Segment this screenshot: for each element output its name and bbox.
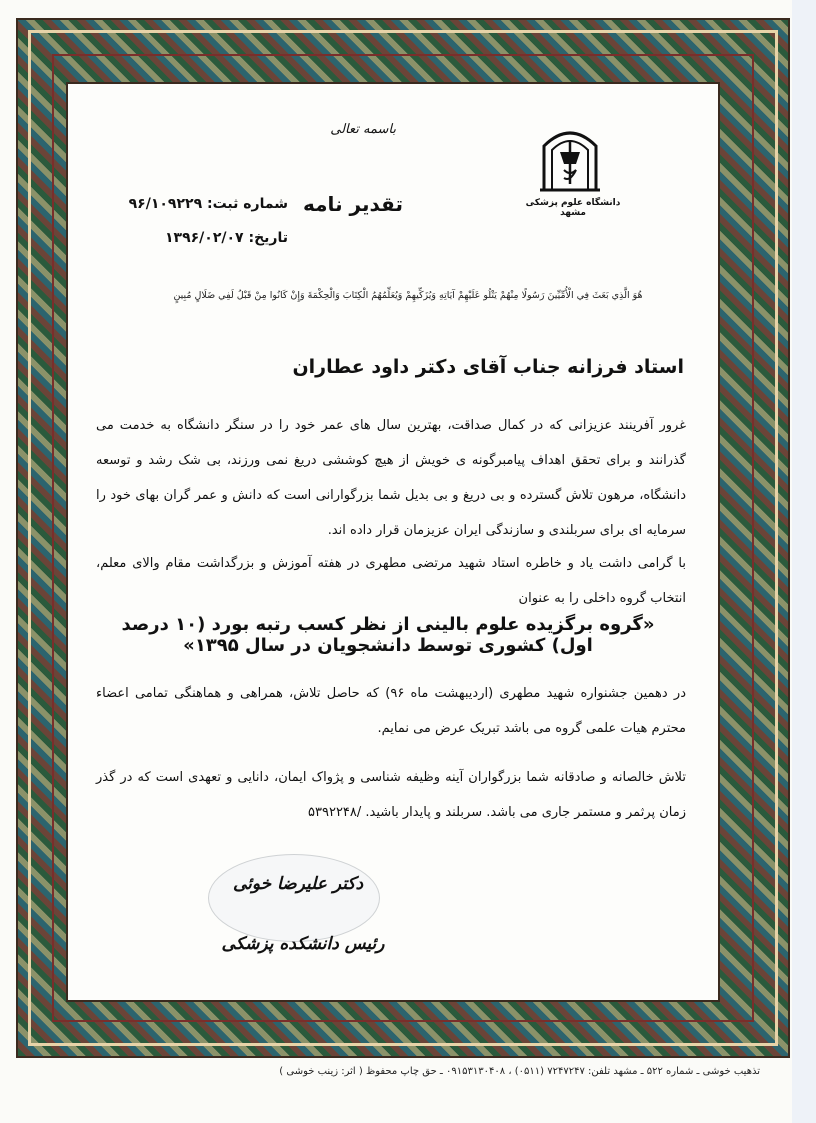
signatory-name: دکتر علیرضا خوئی — [232, 874, 364, 894]
university-name: دانشگاه علوم پزشکی مشهد — [525, 198, 621, 218]
print-footer: تذهیب خوشی ـ شماره ۵۲۲ ـ مشهد تلفن: ۷۲۴۷۲۴۷ (۰۵۱۱) ، ۰۹۱۵۳۱۳۰۴۰۸ ـ حق چاپ محفوظ ( اثر: زینب خوشی ) — [279, 1066, 760, 1077]
certificate-body — [66, 82, 720, 1002]
paragraph-2: با گرامی داشت یاد و خاطره استاد شهید مرتضی مطهری در هفته آموزش و بزرگداشت مقام والای معلم، انتخاب گروه داخلی را به عنوان — [96, 556, 686, 606]
university-logo-icon — [538, 124, 602, 194]
award-group-title: «گروه برگزیده علوم بالینی از نظر کسب رتبه بورد (۱۰ درصد اول) کشوری توسط دانشجویان در سال ۱۳۹۵» — [121, 614, 655, 656]
bismillah: باسمه تعالی — [330, 122, 396, 137]
paragraph-1: غرور آفرینند عزیزانی که در کمال صداقت، بهترین سال های عمر خود را در سنگر دانشگاه به خدمت می گذرانند و برای تحقق اهداف پیامبرگونه ی خویش از هیچ کوششی دریغ نمی ورزند، بی شک رشد و توسعه دانشگاه، مرهون تلاش گسترده و بی دریغ و بی بدیل شما بزرگوارانی است که دانش و عمر گران بهای خود را سرمایه ای برای سربلندی و سازندگی ایران عزیزمان قرار داده اند. — [96, 418, 686, 538]
paragraph-3: در دهمین جشنواره شهید مطهری (اردیبهشت ماه ۹۶) که حاصل تلاش، همراهی و هماهنگی تمامی اعضاء محترم هیات علمی گروه می باشد تبریک عرض می نمایم. — [96, 686, 686, 736]
certificate-title: تقدیر نامه — [303, 192, 403, 216]
paragraph-4: تلاش خالصانه و صادقانه شما بزرگواران آینه وظیفه شناسی و پژواک ایمان، دانایی و تعهدی است که در گذر زمان پرثمر و مستمر جاری می باشد. سربلند و پایدار باشید. /۵۳۹۲۲۴۸ — [96, 770, 686, 820]
certificate-date: تاریخ: ۱۳۹۶/۰۲/۰۷ — [165, 230, 288, 246]
seal-stamp — [208, 854, 380, 942]
addressee: استاد فرزانه جناب آقای دکتر داود عطاران — [292, 356, 684, 378]
quran-verse: هُوَ الَّذِي بَعَثَ فِي الْأُمِّيِّينَ رَسُولًا مِنْهُمْ يَتْلُو عَلَيْهِمْ آيَاتِهِ وَيُزَكِّيهِمْ وَيُعَلِّمُهُمُ الْكِتَابَ وَالْحِكْمَةَ وَإِنْ كَانُوا مِنْ قَبْلُ لَفِي ضَلَالٍ مُبِينٍ — [173, 290, 643, 301]
registration-number: شماره ثبت: ۹۶/۱۰۹۲۲۹ — [128, 196, 288, 212]
scan-edge — [792, 0, 816, 1123]
signatory-role: رئیس دانشکده پزشکی — [221, 934, 385, 954]
